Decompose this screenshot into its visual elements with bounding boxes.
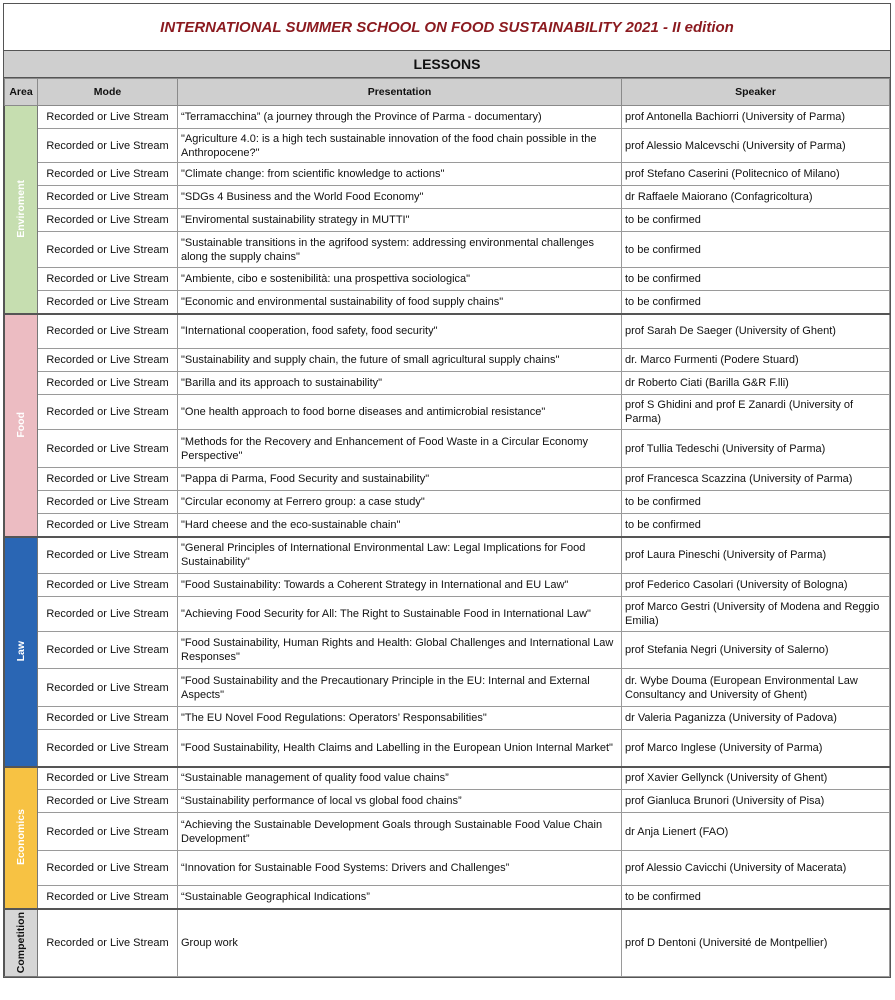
mode-cell: Recorded or Live Stream (38, 209, 178, 232)
speaker-cell: prof Gianluca Brunori (University of Pisa) (622, 790, 890, 813)
table-row (5, 232, 890, 268)
area-cell (5, 767, 38, 909)
speaker-cell: dr Anja Lienert (FAO) (622, 813, 890, 851)
area-label: Enviroment (15, 180, 27, 239)
presentation-cell: "Methods for the Recovery and Enhancement of Food Waste in a Circular Economy Perspective" (178, 430, 622, 468)
presentation-cell: “Sustainability performance of local vs global food chains” (178, 790, 622, 813)
table-row (5, 430, 890, 468)
area-cell (5, 537, 38, 767)
table-row (5, 491, 890, 514)
presentation-cell: Group work (178, 909, 622, 977)
table-row (5, 186, 890, 209)
speaker-cell: prof Francesca Scazzina (University of Parma) (622, 468, 890, 491)
speaker-cell: prof Marco Inglese (University of Parma) (622, 730, 890, 767)
area-cell (5, 106, 38, 314)
mode-cell: Recorded or Live Stream (38, 537, 178, 574)
table-row (5, 886, 890, 909)
table-row (5, 537, 890, 574)
table-header-row (5, 79, 890, 106)
speaker-cell: dr. Wybe Douma (European Environmental Law Consultancy and University of Ghent) (622, 669, 890, 707)
speaker-cell: prof Marco Gestri (University of Modena and Reggio Emilia) (622, 597, 890, 632)
table-row (5, 597, 890, 632)
speaker-cell: to be confirmed (622, 514, 890, 537)
table-row (5, 909, 890, 977)
table-row (5, 813, 890, 851)
area-header: Area (5, 79, 38, 106)
presentation-cell: "Food Sustainability: Towards a Coherent Strategy in International and EU Law" (178, 574, 622, 597)
table-row (5, 372, 890, 395)
presentation-cell: "Agriculture 4.0: is a high tech sustainable innovation of the food chain possible in the Anthropocene?" (178, 129, 622, 163)
table-row (5, 209, 890, 232)
mode-cell: Recorded or Live Stream (38, 395, 178, 430)
document-title: INTERNATIONAL SUMMER SCHOOL ON FOOD SUSTAINABILITY 2021 - II edition (4, 4, 890, 51)
table-row (5, 632, 890, 669)
speaker-cell: to be confirmed (622, 232, 890, 268)
speaker-cell: to be confirmed (622, 291, 890, 314)
mode-cell: Recorded or Live Stream (38, 730, 178, 767)
presentation-cell: "The EU Novel Food Regulations: Operators’ Responsabilities" (178, 707, 622, 730)
table-row (5, 514, 890, 537)
table-row (5, 395, 890, 430)
presentation-cell: "General Principles of International Environmental Law: Legal Implications for Food Sustainability" (178, 537, 622, 574)
presentation-cell: “Sustainable management of quality food value chains” (178, 767, 622, 790)
mode-cell: Recorded or Live Stream (38, 291, 178, 314)
lessons-table (4, 78, 890, 977)
table-row (5, 767, 890, 790)
presentation-cell: "Enviromental sustainability strategy in MUTTI" (178, 209, 622, 232)
presentation-header: Presentation (178, 79, 622, 106)
mode-cell: Recorded or Live Stream (38, 106, 178, 129)
table-row (5, 163, 890, 186)
table-row (5, 574, 890, 597)
speaker-cell: prof Sarah De Saeger (University of Ghent) (622, 314, 890, 349)
speaker-cell: prof Stefania Negri (University of Salerno) (622, 632, 890, 669)
mode-cell: Recorded or Live Stream (38, 707, 178, 730)
mode-cell: Recorded or Live Stream (38, 514, 178, 537)
presentation-cell: "Food Sustainability, Human Rights and Health: Global Challenges and International Law Responses" (178, 632, 622, 669)
table-row (5, 707, 890, 730)
presentation-cell: "Barilla and its approach to sustainability" (178, 372, 622, 395)
speaker-cell: prof Laura Pineschi (University of Parma) (622, 537, 890, 574)
presentation-cell: "Ambiente, cibo e sostenibilità: una prospettiva sociologica" (178, 268, 622, 291)
speaker-cell: dr. Marco Furmenti (Podere Stuard) (622, 349, 890, 372)
speaker-cell: prof Tullia Tedeschi (University of Parma) (622, 430, 890, 468)
mode-cell: Recorded or Live Stream (38, 813, 178, 851)
mode-cell: Recorded or Live Stream (38, 767, 178, 790)
presentation-cell: "Food Sustainability, Health Claims and Labelling in the European Union Internal Market" (178, 730, 622, 767)
mode-cell: Recorded or Live Stream (38, 669, 178, 707)
presentation-cell: "Sustainability and supply chain, the future of small agricultural supply chains" (178, 349, 622, 372)
speaker-cell: to be confirmed (622, 268, 890, 291)
table-row (5, 669, 890, 707)
presentation-cell: “Achieving the Sustainable Development Goals through Sustainable Food Value Chain Development” (178, 813, 622, 851)
mode-cell: Recorded or Live Stream (38, 851, 178, 886)
mode-cell: Recorded or Live Stream (38, 468, 178, 491)
speaker-cell: prof Antonella Bachiorri (University of Parma) (622, 106, 890, 129)
presentation-cell: "Food Sustainability and the Precautionary Principle in the EU: Internal and External Aspects" (178, 669, 622, 707)
mode-cell: Recorded or Live Stream (38, 372, 178, 395)
mode-header: Mode (38, 79, 178, 106)
mode-cell: Recorded or Live Stream (38, 349, 178, 372)
presentation-cell: "Circular economy at Ferrero group: a case study" (178, 491, 622, 514)
area-label: Food (15, 412, 27, 438)
presentation-cell: "Economic and environmental sustainability of food supply chains" (178, 291, 622, 314)
speaker-cell: prof Federico Casolari (University of Bologna) (622, 574, 890, 597)
speaker-header: Speaker (622, 79, 890, 106)
mode-cell: Recorded or Live Stream (38, 232, 178, 268)
mode-cell: Recorded or Live Stream (38, 430, 178, 468)
mode-cell: Recorded or Live Stream (38, 597, 178, 632)
mode-cell: Recorded or Live Stream (38, 314, 178, 349)
speaker-cell: prof Alessio Cavicchi (University of Macerata) (622, 851, 890, 886)
area-cell (5, 909, 38, 977)
presentation-cell: "Sustainable transitions in the agrifood system: addressing environmental challenges along the supply chains" (178, 232, 622, 268)
presentation-cell: "Climate change: from scientific knowledge to actions" (178, 163, 622, 186)
presentation-cell: “Sustainable Geographical Indications” (178, 886, 622, 909)
speaker-cell: dr Valeria Paganizza (University of Padova) (622, 707, 890, 730)
speaker-cell: prof Stefano Caserini (Politecnico of Milano) (622, 163, 890, 186)
table-row (5, 468, 890, 491)
mode-cell: Recorded or Live Stream (38, 909, 178, 977)
presentation-cell: "International cooperation, food safety, food security" (178, 314, 622, 349)
document-sheet (3, 3, 891, 978)
speaker-cell: to be confirmed (622, 209, 890, 232)
table-row (5, 349, 890, 372)
mode-cell: Recorded or Live Stream (38, 268, 178, 291)
area-cell (5, 314, 38, 537)
area-label: Competition (15, 912, 27, 974)
table-row (5, 314, 890, 349)
table-row (5, 851, 890, 886)
presentation-cell: "Pappa di Parma, Food Security and sustainability" (178, 468, 622, 491)
presentation-cell: "One health approach to food borne diseases and antimicrobial resistance" (178, 395, 622, 430)
speaker-cell: prof Alessio Malcevschi (University of Parma) (622, 129, 890, 163)
speaker-cell: to be confirmed (622, 886, 890, 909)
table-row (5, 129, 890, 163)
mode-cell: Recorded or Live Stream (38, 186, 178, 209)
presentation-cell: “Innovation for Sustainable Food Systems: Drivers and Challenges” (178, 851, 622, 886)
table-row (5, 268, 890, 291)
speaker-cell: dr Roberto Ciati (Barilla G&R F.lli) (622, 372, 890, 395)
mode-cell: Recorded or Live Stream (38, 886, 178, 909)
presentation-cell: "Achieving Food Security for All: The Right to Sustainable Food in International Law" (178, 597, 622, 632)
table-row (5, 291, 890, 314)
presentation-cell: "SDGs 4 Business and the World Food Economy" (178, 186, 622, 209)
mode-cell: Recorded or Live Stream (38, 163, 178, 186)
mode-cell: Recorded or Live Stream (38, 790, 178, 813)
area-label: Economics (15, 809, 27, 866)
mode-cell: Recorded or Live Stream (38, 129, 178, 163)
speaker-cell: dr Raffaele Maiorano (Confagricoltura) (622, 186, 890, 209)
presentation-cell: "Hard cheese and the eco-sustainable chain" (178, 514, 622, 537)
speaker-cell: prof D Dentoni (Université de Montpellier) (622, 909, 890, 977)
table-body (5, 106, 890, 977)
presentation-cell: “Terramacchina” (a journey through the Province of Parma - documentary) (178, 106, 622, 129)
section-heading: LESSONS (4, 51, 890, 78)
mode-cell: Recorded or Live Stream (38, 574, 178, 597)
area-label: Law (15, 641, 27, 662)
speaker-cell: prof Xavier Gellynck (University of Ghent) (622, 767, 890, 790)
speaker-cell: prof S Ghidini and prof E Zanardi (University of Parma) (622, 395, 890, 430)
speaker-cell: to be confirmed (622, 491, 890, 514)
table-row (5, 106, 890, 129)
table-row (5, 730, 890, 767)
mode-cell: Recorded or Live Stream (38, 491, 178, 514)
mode-cell: Recorded or Live Stream (38, 632, 178, 669)
table-row (5, 790, 890, 813)
